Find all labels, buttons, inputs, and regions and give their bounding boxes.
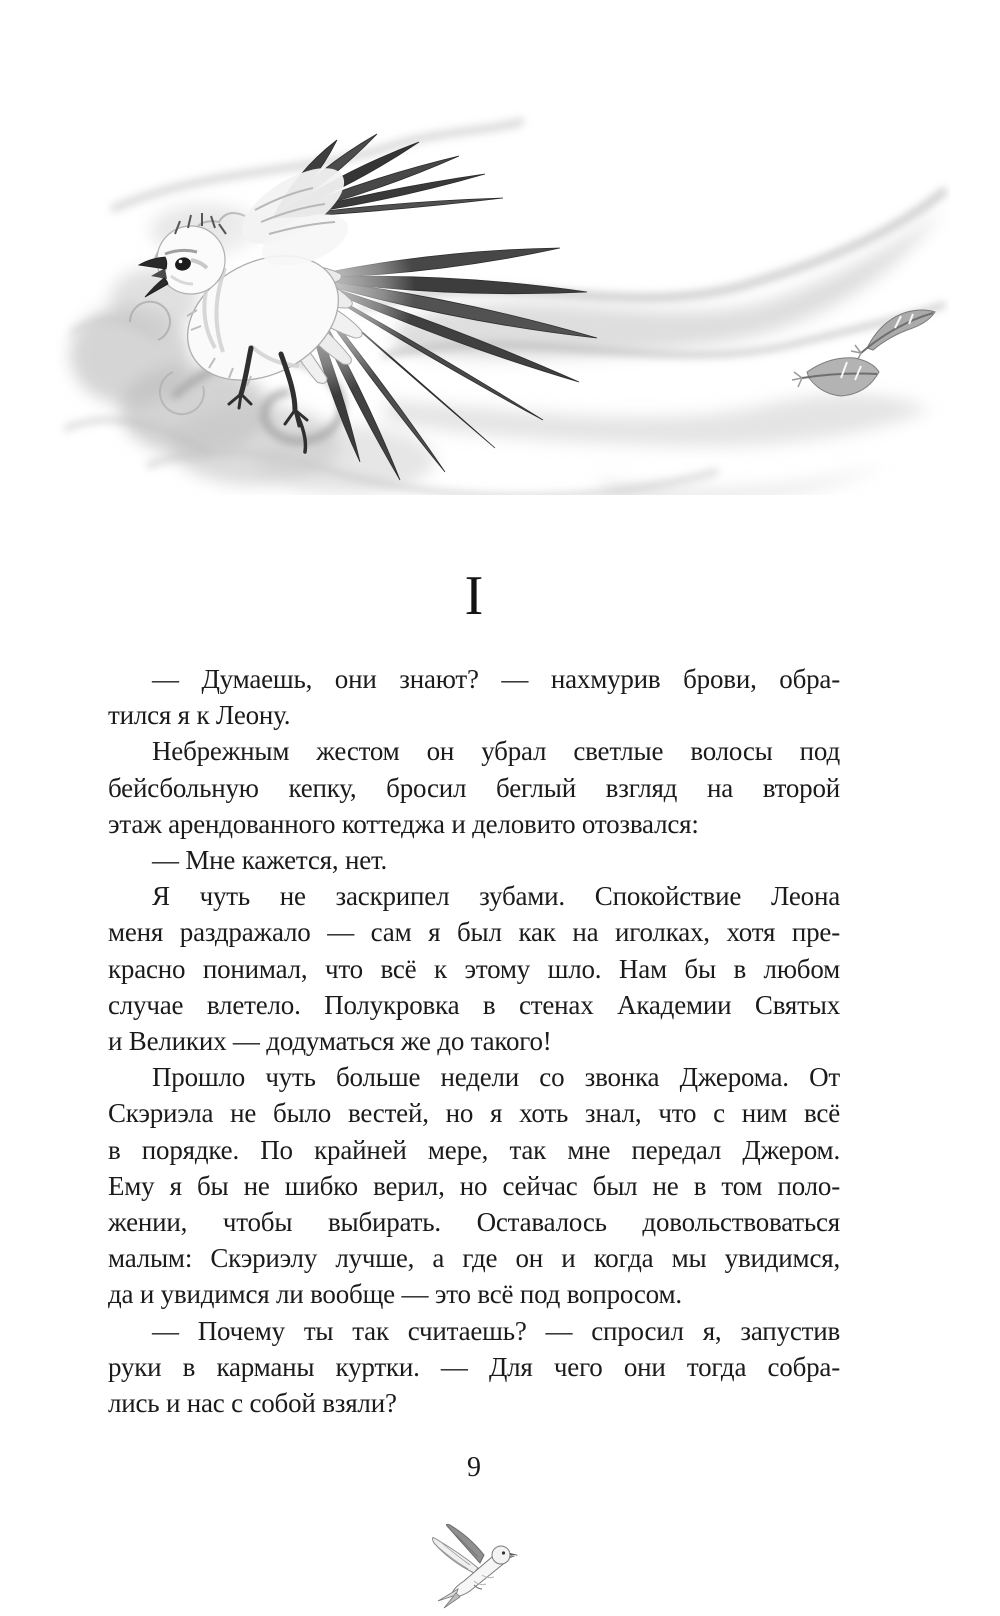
chapter-number: I (464, 565, 484, 627)
text-line: и Великих — додуматься же до такого! (108, 1026, 552, 1057)
paragraph (108, 842, 840, 878)
body-text (108, 661, 840, 1421)
text-line: случае влетело. Полукровка в стенах Академии Святых (108, 989, 840, 1020)
text-line: — Мне кажется, нет. (152, 845, 388, 876)
paragraph (108, 1059, 840, 1312)
text-line: — Думаешь, они знают? — нахмурив брови, обра- (152, 664, 840, 694)
text-line: — Почему ты так считаешь? — спросил я, запустив (152, 1315, 840, 1346)
text-line: бейсбольную кепку, бросил беглый взгляд на второй (108, 772, 840, 803)
text-line: лись и нас с собой взяли? (108, 1388, 397, 1419)
text-line: Ему я бы не шибко верил, но сейчас был не в том поло- (108, 1170, 840, 1201)
text-line: да и увидимся ли вообще — это всё под вопросом. (108, 1279, 682, 1310)
text-line: Скэриэла не было вестей, но я хоть знал, что с ним всё (108, 1098, 840, 1129)
page-number: 9 (467, 1452, 481, 1483)
text-line: Небрежным жестом он убрал светлые волосы под (152, 736, 840, 767)
paragraph (108, 661, 840, 733)
bottom-bird-ornament (422, 1513, 522, 1611)
falling-feather-2 (792, 358, 879, 396)
text-line: тился я к Леону. (108, 700, 291, 731)
text-line: жении, чтобы выбирать. Оставалось довольствоваться (108, 1207, 840, 1238)
text-line: Прошло чуть больше недели со звонка Джерома. От (152, 1062, 840, 1093)
paragraph (108, 1313, 840, 1422)
paragraph (108, 733, 840, 842)
bird-smoke-illustration (55, 110, 950, 495)
text-line: красно понимал, что всё к этому шло. Нам бы в любом (108, 953, 840, 984)
text-line: руки в карманы куртки. — Для чего они тогда собра- (108, 1351, 840, 1382)
paragraph (108, 878, 840, 1059)
text-line: малым: Скэриэлу лучше, а где он и когда мы увидимся, (108, 1243, 840, 1274)
text-line: Я чуть не заскрипел зубами. Спокойствие Леона (152, 881, 840, 912)
text-line: в порядке. По крайней мере, так мне передал Джером. (108, 1134, 840, 1165)
ornament-head (492, 1546, 510, 1564)
text-line: этаж арендованного коттеджа и деловито отозвался: (108, 808, 699, 839)
text-line: меня раздражало — сам я был как на иголках, хотя пре- (108, 917, 840, 948)
